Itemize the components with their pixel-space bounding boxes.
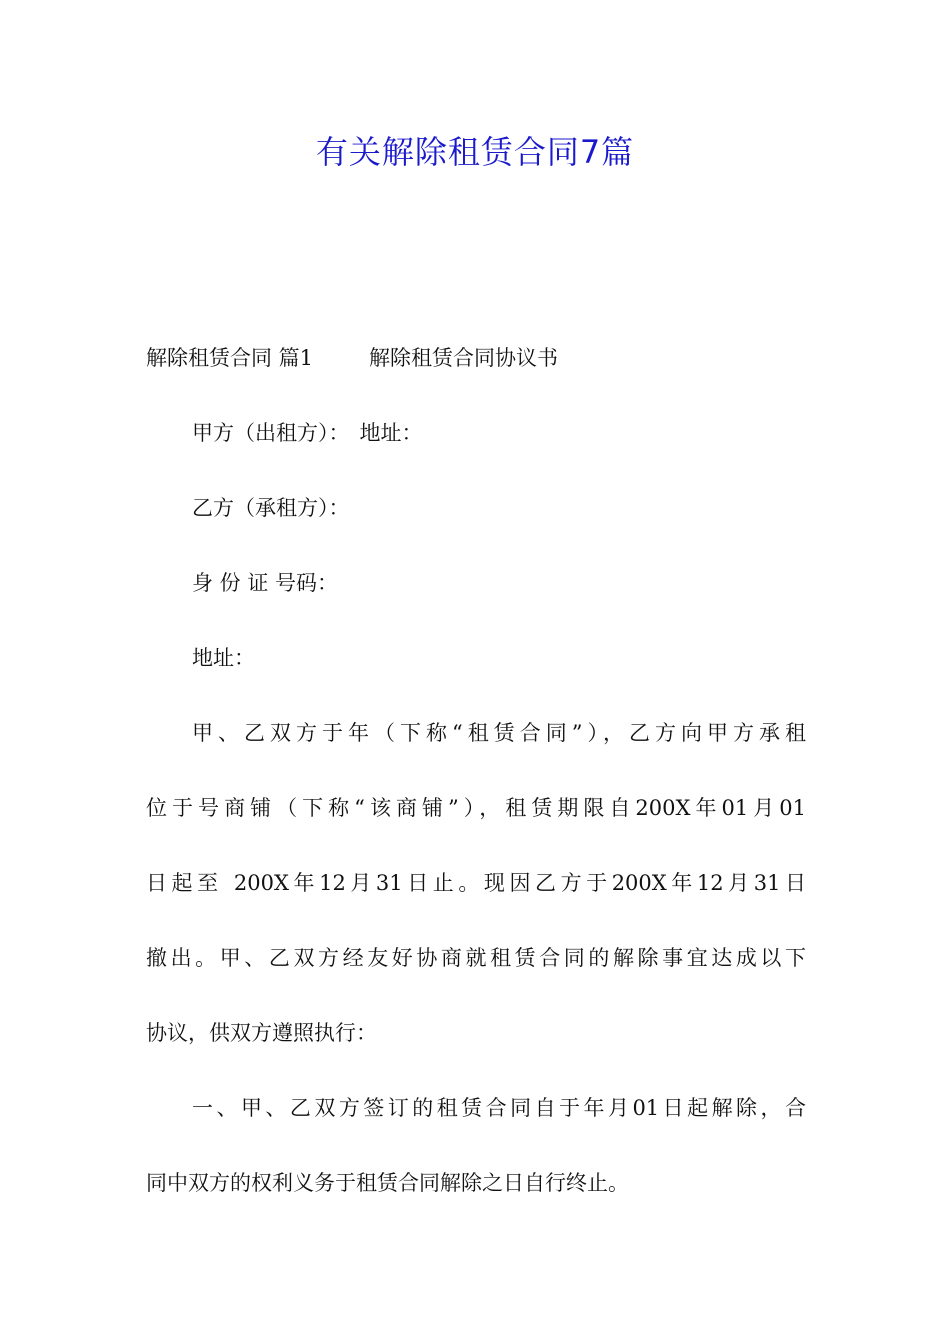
clause-line: 一、甲、乙双方签订的租赁合同自于年月01日起解除，合: [192, 1096, 806, 1120]
party-a-label: 甲方（出租方）：: [192, 421, 350, 445]
paragraph-line: 位于号商铺（下称“该商铺”），租赁期限自200X年01月01: [146, 796, 806, 820]
party-a-address-label: 地址：: [359, 421, 423, 445]
address-line: 地址：: [192, 646, 255, 670]
section-title: 解除租赁合同协议书: [369, 346, 559, 370]
party-a-line: [146, 415, 806, 452]
document-title: 有关解除租赁合同7篇: [315, 133, 635, 171]
section-heading: [146, 340, 806, 377]
section-label: 解除租赁合同 篇1: [146, 346, 314, 370]
clause-line: 同中双方的权利义务于租赁合同解除之日自行终止。: [146, 1171, 629, 1195]
paragraph-line: 撤出。甲、乙双方经友好协商就租赁合同的解除事宜达成以下: [146, 946, 806, 970]
paragraph-line: 日起至 200X年12月31日止。现因乙方于200X年12月31日: [146, 871, 806, 895]
party-b-line: 乙方（承租方）：: [192, 496, 350, 520]
paragraph-line: 甲、乙双方于年（下称“租赁合同”），乙方向甲方承租: [192, 721, 806, 745]
paragraph-line: 协议，供双方遵照执行：: [146, 1021, 377, 1045]
id-number-line: 身 份 证 号码：: [192, 571, 339, 595]
